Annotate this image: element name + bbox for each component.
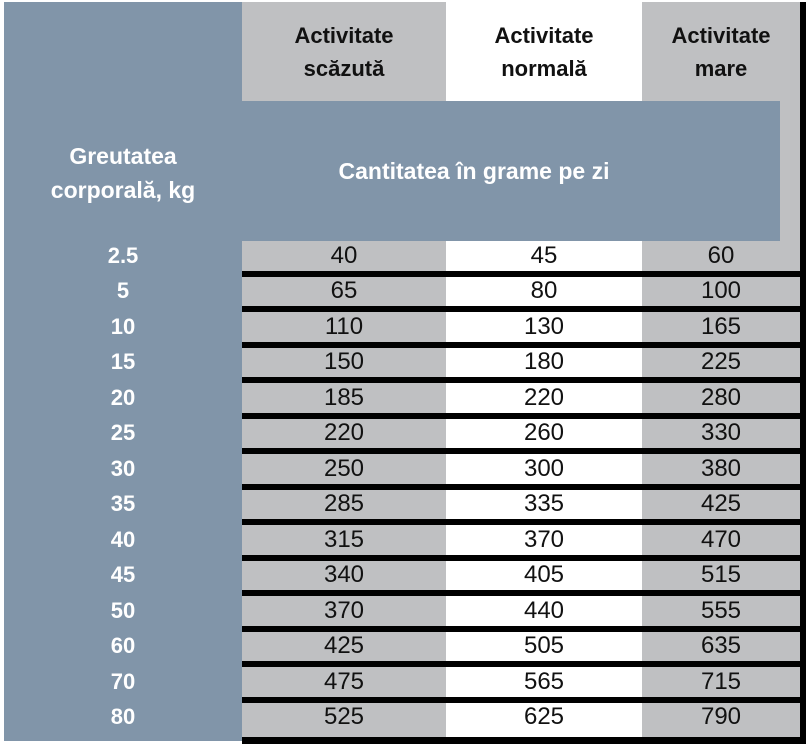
row-header-label-line2: corporală, kg [50,177,196,203]
table-cell-low: 475 [323,667,365,695]
row-weight-label: 2.5 [107,242,139,268]
column-header-low [242,2,446,101]
row-header-label-line1: Greutatea [69,143,177,169]
table-cell-normal: 220 [523,383,565,411]
table-cell-low: 110 [324,312,364,340]
table-cell-high: 165 [700,312,742,340]
table-cell-low: 285 [323,490,365,518]
column-header-high-line2: mare [694,55,748,81]
row-weight-label: 60 [110,633,136,659]
table-cell-high: 330 [700,419,742,447]
row-weight-label: 15 [110,349,136,375]
table-cell-high: 635 [700,632,742,660]
row-header-label [4,101,242,241]
table-cell-low: 150 [323,348,365,376]
row-weight-label: 20 [110,384,136,410]
table-cell-low: 425 [323,632,365,660]
column-header-low-line2: scăzută [303,55,385,81]
table-cell-low: 65 [330,277,358,305]
column-header-high-line1: Activitate [671,22,771,48]
table-cell-normal: 625 [523,703,565,731]
table-cell-low: 250 [323,454,365,482]
row-weight-label: 50 [110,597,136,623]
table-cell-normal: 130 [523,312,565,340]
table-cell-high: 280 [700,383,742,411]
column-header-normal [446,2,642,101]
table-cell-high: 715 [700,667,742,695]
table-cell-normal: 45 [530,241,558,269]
table-cell-normal: 180 [523,348,565,376]
table-cell-normal: 440 [523,596,565,624]
row-weight-label: 5 [116,278,130,304]
row-weight-label: 35 [110,491,136,517]
right-border [800,2,806,744]
table-cell-high: 790 [700,703,742,731]
table-cell-normal: 405 [523,561,565,589]
table-cell-low: 370 [323,596,365,624]
column-header-low-line1: Activitate [294,22,394,48]
row-weight-label: 45 [110,562,136,588]
table-cell-low: 40 [330,241,358,269]
table-cell-high: 60 [707,241,735,269]
row-weight-label: 30 [110,455,136,481]
table-cell-normal: 370 [523,525,565,553]
row-weight-label: 25 [110,420,136,446]
table-cell-low: 185 [323,383,365,411]
row-weight-label: 80 [110,704,136,730]
table-cell-normal: 80 [530,277,558,305]
table-cell-high: 555 [700,596,742,624]
table-cell-high: 100 [700,277,742,305]
column-header-high [642,2,800,101]
column-header-normal-line2: normală [501,55,587,81]
row-weight-label: 70 [110,668,136,694]
table-cell-low: 220 [323,419,365,447]
row-weight-label: 40 [110,526,136,552]
table-cell-low: 340 [323,561,365,589]
table-cell-low: 525 [323,703,365,731]
bottom-border [242,737,806,744]
table-cell-high: 380 [700,454,742,482]
units-banner-label [242,101,706,241]
row-weight-label: 10 [110,313,136,339]
table-cell-high: 470 [700,525,742,553]
table-cell-normal: 335 [523,490,565,518]
units-banner-text: Cantitatea în grame pe zi [338,157,610,184]
table-cell-high: 425 [700,490,742,518]
table-cell-high: 515 [700,561,742,589]
table-cell-low: 315 [323,525,365,553]
table-cell-normal: 300 [523,454,565,482]
table-cell-normal: 260 [523,419,565,447]
table-cell-normal: 505 [523,632,565,660]
table-cell-normal: 565 [523,667,565,695]
table-cell-high: 225 [700,348,742,376]
column-header-normal-line1: Activitate [494,22,594,48]
